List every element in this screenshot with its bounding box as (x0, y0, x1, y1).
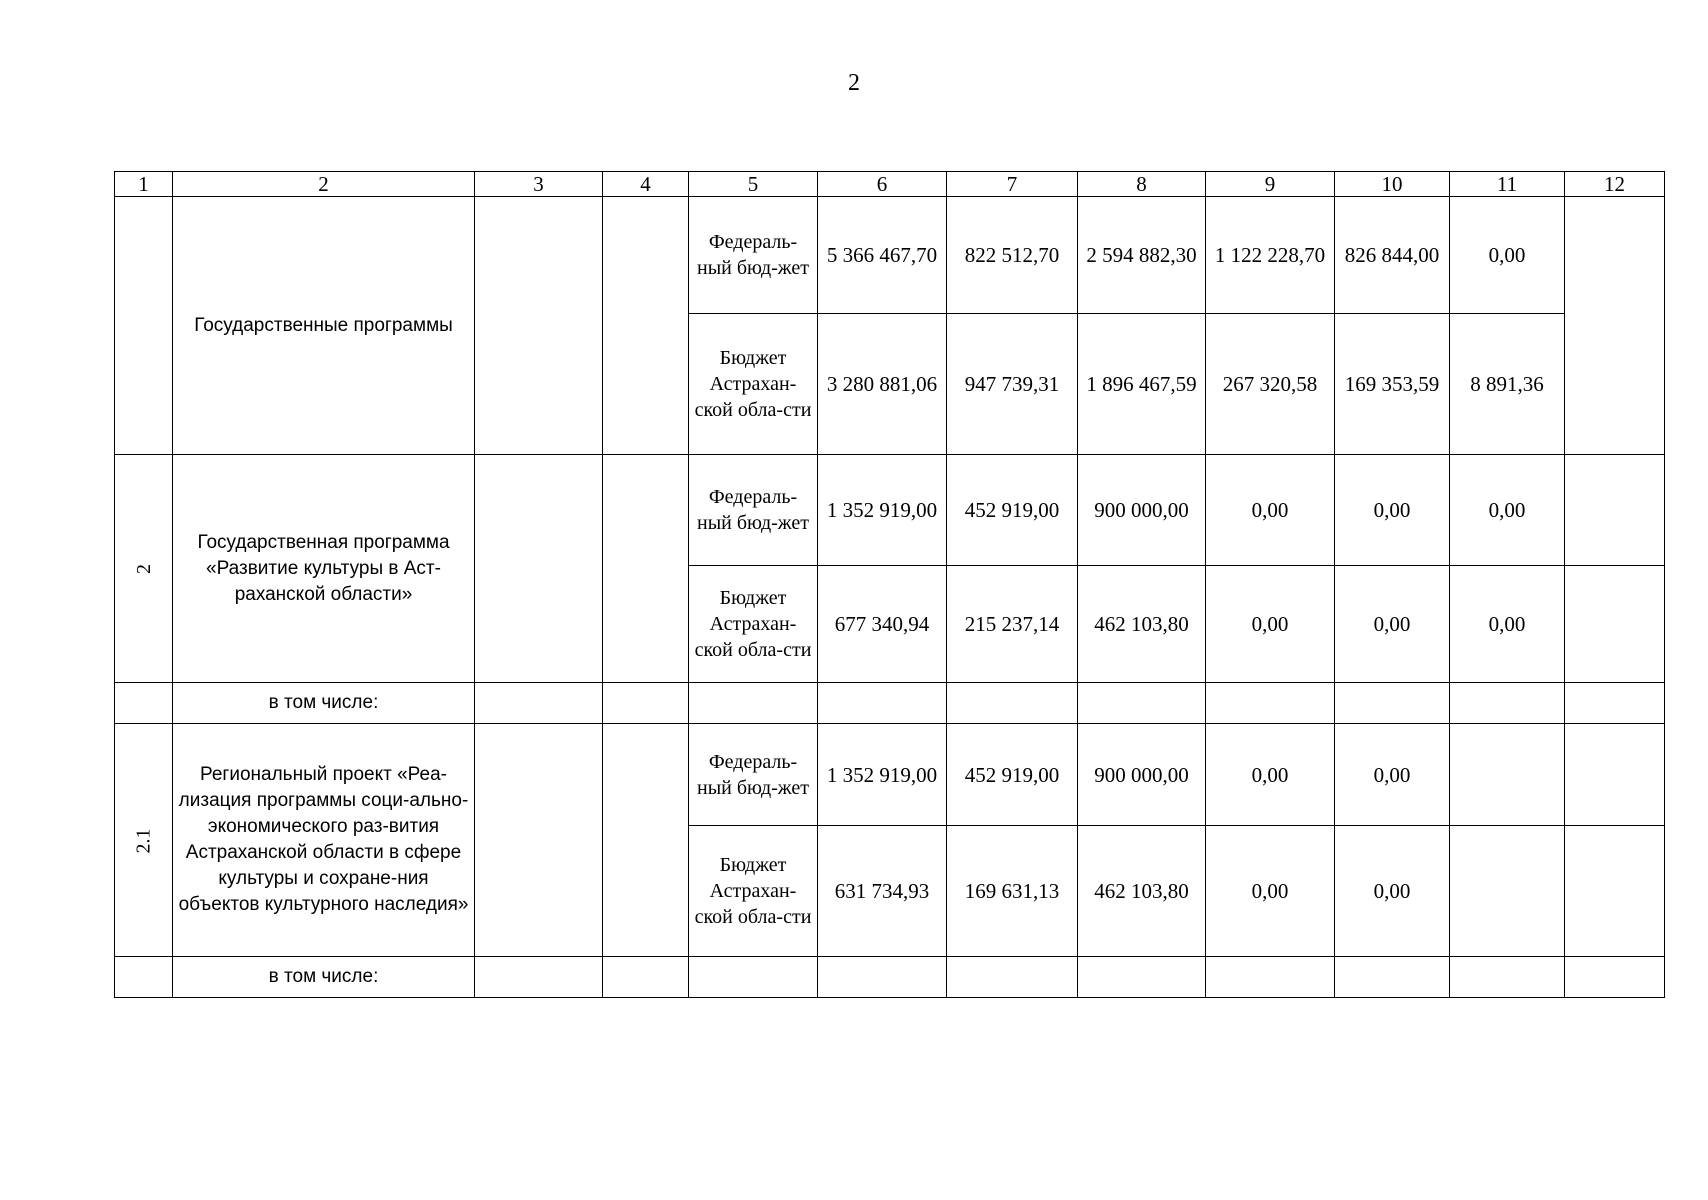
value-cell: 822 512,70 (947, 197, 1078, 314)
value-cell (1565, 197, 1665, 455)
column-number: 3 (475, 172, 603, 197)
value-cell: 2 594 882,30 (1078, 197, 1206, 314)
funding-source: Бюджет Астрахан-ской обла-сти (689, 314, 818, 455)
empty-cell (115, 683, 173, 724)
empty-cell (603, 197, 689, 455)
empty-cell (1565, 957, 1665, 998)
value-cell: 169 353,59 (1335, 314, 1450, 455)
program-name: Государственные программы (173, 197, 475, 455)
value-cell: 1 352 919,00 (818, 724, 947, 826)
value-cell: 0,00 (1206, 566, 1335, 683)
value-cell: 0,00 (1206, 724, 1335, 826)
value-cell: 452 919,00 (947, 455, 1078, 566)
empty-cell (947, 957, 1078, 998)
value-cell: 0,00 (1450, 455, 1565, 566)
empty-cell (1078, 957, 1206, 998)
value-cell: 452 919,00 (947, 724, 1078, 826)
including-label: в том числе: (173, 957, 475, 998)
value-cell (1565, 455, 1665, 566)
funding-source: Федераль-ный бюд-жет (689, 724, 818, 826)
empty-cell (603, 957, 689, 998)
value-cell: 1 352 919,00 (818, 455, 947, 566)
funding-source: Бюджет Астрахан-ской обла-сти (689, 826, 818, 957)
empty-cell (1206, 957, 1335, 998)
column-number: 6 (818, 172, 947, 197)
column-number: 4 (603, 172, 689, 197)
value-cell: 900 000,00 (1078, 455, 1206, 566)
value-cell: 1 122 228,70 (1206, 197, 1335, 314)
value-cell: 8 891,36 (1450, 314, 1565, 455)
empty-cell (818, 957, 947, 998)
value-cell: 267 320,58 (1206, 314, 1335, 455)
row-number: 2 (115, 455, 173, 683)
value-cell: 1 896 467,59 (1078, 314, 1206, 455)
column-number: 2 (173, 172, 475, 197)
row-number: 2.1 (115, 724, 173, 957)
value-cell: 0,00 (1450, 566, 1565, 683)
funding-source: Бюджет Астрахан-ской обла-сти (689, 566, 818, 683)
empty-cell (1565, 683, 1665, 724)
funding-source: Федераль-ный бюд-жет (689, 455, 818, 566)
including-label: в том числе: (173, 683, 475, 724)
funding-source: Федераль-ный бюд-жет (689, 197, 818, 314)
value-cell (1450, 826, 1565, 957)
empty-cell (475, 683, 603, 724)
column-number: 10 (1335, 172, 1450, 197)
empty-cell (475, 197, 603, 455)
empty-cell (603, 455, 689, 683)
column-number-row (115, 172, 1665, 197)
value-cell: 5 366 467,70 (818, 197, 947, 314)
empty-cell (818, 683, 947, 724)
value-cell: 826 844,00 (1335, 197, 1450, 314)
empty-cell (689, 683, 818, 724)
column-number: 9 (1206, 172, 1335, 197)
value-cell: 0,00 (1335, 826, 1450, 957)
empty-cell (1206, 683, 1335, 724)
value-cell: 0,00 (1450, 197, 1565, 314)
value-cell: 215 237,14 (947, 566, 1078, 683)
empty-cell (475, 455, 603, 683)
empty-cell (1450, 957, 1565, 998)
value-cell (1565, 724, 1665, 826)
value-cell: 0,00 (1335, 455, 1450, 566)
column-number: 5 (689, 172, 818, 197)
column-number: 12 (1565, 172, 1665, 197)
value-cell: 900 000,00 (1078, 724, 1206, 826)
value-cell: 3 280 881,06 (818, 314, 947, 455)
empty-cell (689, 957, 818, 998)
empty-cell (1450, 683, 1565, 724)
empty-cell (475, 724, 603, 957)
value-cell: 169 631,13 (947, 826, 1078, 957)
table-row (115, 724, 1665, 826)
value-cell: 0,00 (1206, 455, 1335, 566)
value-cell (1565, 826, 1665, 957)
value-cell: 0,00 (1335, 566, 1450, 683)
column-number: 1 (115, 172, 173, 197)
table-row (115, 957, 1665, 998)
value-cell (1450, 724, 1565, 826)
value-cell: 0,00 (1206, 826, 1335, 957)
empty-cell (947, 683, 1078, 724)
program-name: Государственная программа «Развитие культуры в Аст-раханской области» (173, 455, 475, 683)
empty-cell (603, 724, 689, 957)
value-cell: 462 103,80 (1078, 566, 1206, 683)
empty-cell (1078, 683, 1206, 724)
empty-cell (1335, 957, 1450, 998)
column-number: 11 (1450, 172, 1565, 197)
value-cell: 947 739,31 (947, 314, 1078, 455)
column-number: 7 (947, 172, 1078, 197)
table-row (115, 683, 1665, 724)
program-name: Региональный проект «Реа-лизация программы соци-ально-экономического раз-вития Астраханской области в сфере культуры и сохране-ния объектов культурного наследия» (173, 724, 475, 957)
empty-cell (115, 957, 173, 998)
page-number: 2 (848, 70, 860, 96)
value-cell (1565, 566, 1665, 683)
empty-cell (475, 957, 603, 998)
budget-table (114, 171, 1665, 998)
value-cell: 0,00 (1335, 724, 1450, 826)
empty-cell (1335, 683, 1450, 724)
table-row (115, 197, 1665, 314)
row-number (115, 197, 173, 455)
table-row (115, 455, 1665, 566)
column-number: 8 (1078, 172, 1206, 197)
value-cell: 462 103,80 (1078, 826, 1206, 957)
value-cell: 631 734,93 (818, 826, 947, 957)
empty-cell (603, 683, 689, 724)
value-cell: 677 340,94 (818, 566, 947, 683)
